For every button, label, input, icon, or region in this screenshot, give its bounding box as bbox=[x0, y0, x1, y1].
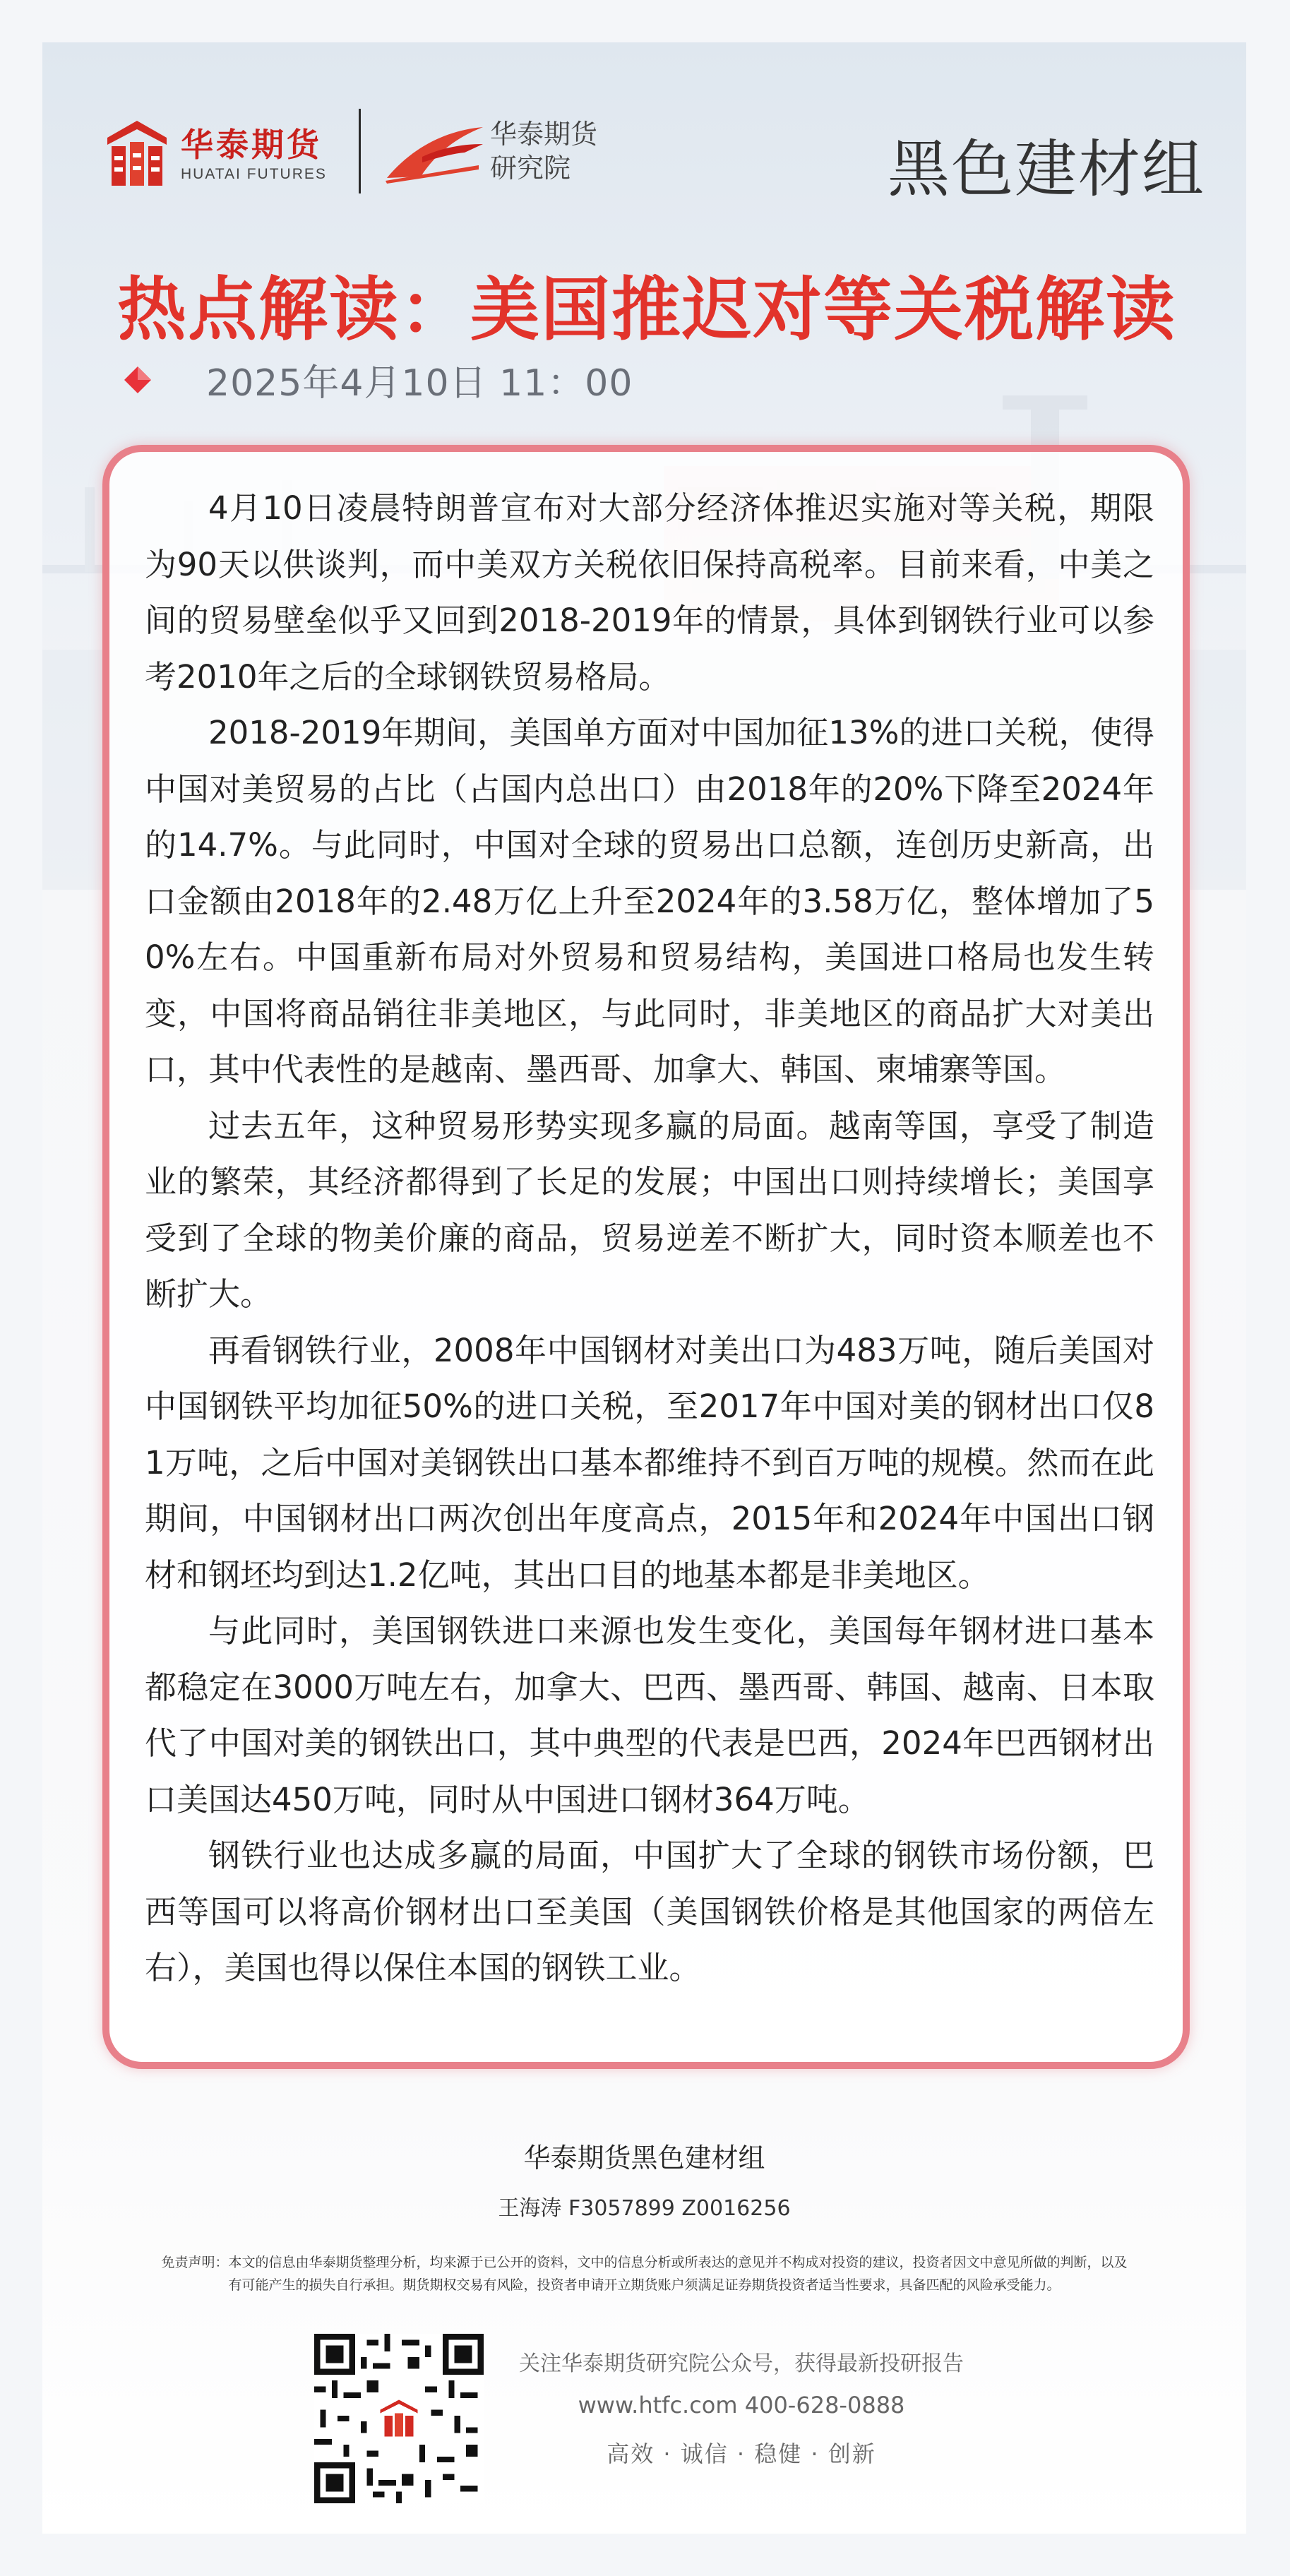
poster-card bbox=[42, 42, 1246, 2534]
huatai-logo-icon bbox=[107, 121, 167, 189]
article-body bbox=[145, 480, 1154, 1996]
logo-divider bbox=[359, 109, 361, 193]
date-row bbox=[123, 353, 633, 406]
publish-date: 2025年4月10日 11：00 bbox=[206, 362, 633, 405]
huatai-logo-text bbox=[181, 125, 327, 184]
paragraph: 4月10日凌晨特朗普宣布对大部分经济体推迟实施对等关税，期限为90天以供谈判，而中美双方关税依旧保持高税率。目前来看，中美之间的贸易壁垒似乎又回到2018-2019年的情景，具体到钢铁行业可以参考2010年之后的全球钢铁贸易格局。 bbox=[145, 489, 1154, 696]
group-name: 黑色建材组 bbox=[887, 133, 1205, 205]
paragraph: 过去五年，这种贸易形势实现多赢的局面。越南等国，享受了制造业的繁荣，其经济都得到了长足的发展；中国出口则持续增长；美国享受到了全球的物美价廉的商品，贸易逆差不断扩大，同时资本顺差也不断扩大。 bbox=[145, 1107, 1154, 1313]
footer-group-name: 华泰期货黑色建材组 bbox=[523, 2142, 765, 2174]
disclaimer-line: 免责声明：本文的信息由华泰期货整理分析，均来源于已公开的资料，文中的信息分析或所表达的意见并不构成对投资的建议，投资者因文中意见所做的判断，以及 bbox=[161, 2255, 1128, 2270]
huatai-logo bbox=[107, 116, 327, 193]
red-diamond-icon bbox=[123, 365, 153, 395]
paragraph: 再看钢铁行业，2008年中国钢材对美出口为483万吨，随后美国对中国钢铁平均加征50%的进口关税，至2017年中国对美的钢材出口仅81万吨，之后中国对美钢铁出口基本都维持不到百万吨的规模。然而在此期间，中国钢材出口两次创出年度高点，2015年和2024年中国出口钢材和钢坯均到达1.2亿吨，其出口目的地基本都是非美地区。 bbox=[145, 1331, 1154, 1594]
institute-name-line1: 华泰期货 bbox=[490, 119, 598, 150]
qr-code-icon[interactable] bbox=[314, 2334, 484, 2503]
paragraph: 钢铁行业也达成多赢的局面，中国扩大了全球的钢铁市场份额，巴西等国可以将高价钢材出口至美国（美国钢铁价格是其他国家的两倍左右），美国也得以保住本国的钢铁工业。 bbox=[145, 1837, 1154, 1986]
follow-text: 关注华泰期货研究院公众号，获得最新投研报告 bbox=[519, 2351, 964, 2376]
institute-logo bbox=[380, 116, 597, 186]
company-name-cn: 华泰期货 bbox=[181, 126, 322, 164]
slogan: 高效 · 诚信 · 稳健 · 创新 bbox=[607, 2440, 876, 2467]
content-box bbox=[102, 445, 1190, 2069]
disclaimer-line: 有可能产生的损失自行承担。期货期权交易有风险，投资者申请开立期货账户须满足证券期货投资者适当性要求，具备匹配的风险承受能力。 bbox=[228, 2277, 1061, 2293]
contact-info: www.htfc.com 400-628-0888 bbox=[578, 2392, 905, 2419]
paragraph: 与此同时，美国钢铁进口来源也发生变化，美国每年钢材进口基本都稳定在3000万吨左右，加拿大、巴西、墨西哥、韩国、越南、日本取代了中国对美的钢铁出口，其中典型的代表是巴西，2024年巴西钢材出口美国达450万吨，同时从中国进口钢材364万吨。 bbox=[145, 1612, 1154, 1818]
article-title: 热点解读：美国推迟对等关税解读 bbox=[117, 270, 1177, 350]
company-name-en: HUATAI FUTURES bbox=[181, 166, 327, 182]
footer-author: 王海涛 F3057899 Z0016256 bbox=[498, 2196, 791, 2221]
institute-name bbox=[490, 117, 597, 185]
institute-name-line2: 研究院 bbox=[490, 153, 571, 184]
institute-swoosh-icon bbox=[380, 116, 486, 186]
disclaimer bbox=[148, 2251, 1140, 2296]
paragraph: 2018-2019年期间，美国单方面对中国加征13%的进口关税，使得中国对美贸易的占比（占国内总出口）由2018年的20%下降至2024年的14.7%。与此同时，中国对全球的贸易出口总额，连创历史新高，出口金额由2018年的2.48万亿上升至2024年的3.58万亿，整体增加了50%左右。中国重新布局对外贸易和贸易结构，美国进口格局也发生转变，中国将商品销往非美地区，与此同时，非美地区的商品扩大对美出口，其中代表性的是越南、墨西哥、加拿大、韩国、柬埔寨等国。 bbox=[145, 714, 1154, 1088]
